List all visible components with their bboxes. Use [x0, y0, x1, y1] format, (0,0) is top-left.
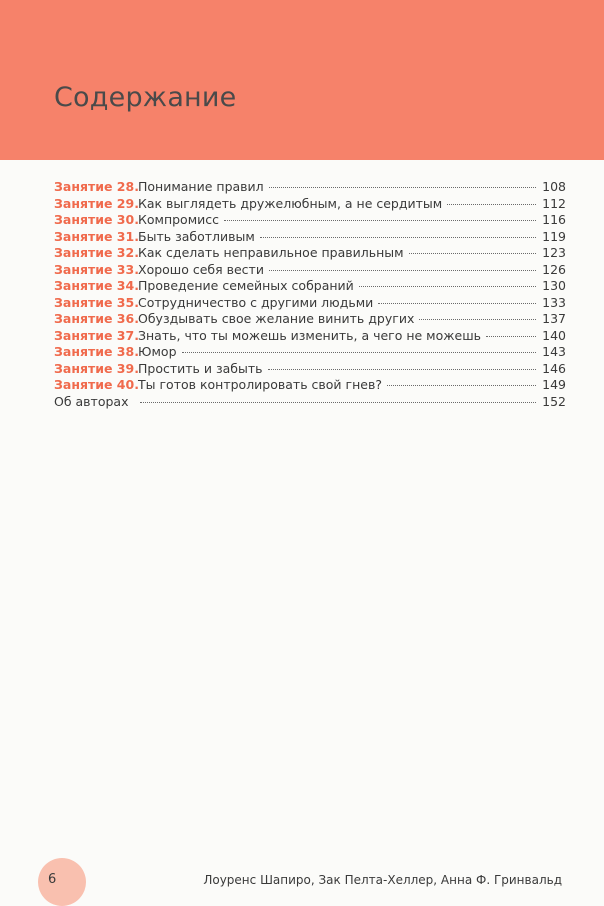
toc-leader-dots: [486, 336, 536, 337]
toc-leader-dots: [224, 220, 536, 221]
toc-leader-dots: [260, 237, 536, 238]
toc-entry-33[interactable]: [54, 262, 566, 279]
toc-entry-30[interactable]: [54, 212, 566, 229]
toc-entry-28[interactable]: [54, 179, 566, 196]
toc-entry-37[interactable]: [54, 328, 566, 345]
toc-entry-38[interactable]: [54, 344, 566, 361]
toc-page-number: 116: [542, 212, 566, 227]
toc-entry-29[interactable]: [54, 196, 566, 213]
toc-lesson-label: Занятие 29.: [54, 195, 139, 211]
toc-page-number: 137: [542, 311, 566, 326]
toc-lesson-label: Занятие 30.: [54, 212, 139, 227]
toc-entry-40[interactable]: [54, 377, 566, 394]
toc-lesson-label: Занятие 34.: [54, 278, 139, 293]
toc-entry-39[interactable]: [54, 361, 566, 378]
toc-leader-dots: [182, 352, 536, 353]
toc-entry-title: Быть заботливым: [138, 228, 255, 244]
toc-leader-dots: [447, 204, 536, 205]
toc-leader-dots: [387, 385, 536, 386]
header-band: [0, 0, 604, 160]
toc-lesson-label: Занятие 36.: [54, 311, 139, 326]
table-of-contents: [54, 179, 566, 410]
toc-page-number: 108: [542, 179, 566, 194]
toc-entry-32[interactable]: [54, 245, 566, 262]
toc-entry-title: Об авторах: [54, 393, 129, 409]
toc-lesson-label: Занятие 31.: [54, 228, 139, 244]
toc-leader-dots: [419, 319, 536, 320]
toc-entry-about-authors[interactable]: [54, 394, 566, 411]
toc-entry-35[interactable]: [54, 295, 566, 312]
toc-page-number: 130: [542, 278, 566, 293]
toc-lesson-label: Занятие 37.: [54, 327, 139, 343]
toc-entry-title: Сотрудничество с другими людьми: [138, 294, 374, 310]
toc-leader-dots: [269, 270, 536, 271]
toc-leader-dots: [269, 187, 536, 188]
toc-entry-title: Компромисс: [138, 212, 220, 227]
toc-entry-36[interactable]: [54, 311, 566, 328]
page-number: 6: [48, 872, 57, 887]
toc-leader-dots: [409, 253, 536, 254]
toc-page-number: 152: [542, 393, 566, 409]
toc-entry-title: Знать, что ты можешь изменить, а чего не можешь: [138, 327, 482, 343]
toc-leader-dots: [140, 402, 536, 403]
toc-entry-34[interactable]: [54, 278, 566, 295]
toc-lesson-label: Занятие 39.: [54, 360, 139, 376]
toc-page-number: 140: [542, 327, 566, 343]
toc-entry-title: Юмор: [138, 344, 177, 359]
toc-entry-title: Проведение семейных собраний: [138, 278, 354, 293]
toc-page-number: 149: [542, 377, 566, 392]
toc-page-number: 112: [542, 195, 566, 211]
toc-lesson-label: Занятие 32.: [54, 245, 139, 260]
toc-entry-title: Хорошо себя вести: [138, 261, 264, 277]
toc-entry-title: Ты готов контролировать свой гнев?: [138, 377, 382, 392]
toc-leader-dots: [378, 303, 536, 304]
toc-entry-title: Как выглядеть дружелюбным, а не сердитым: [138, 195, 443, 211]
toc-leader-dots: [359, 286, 536, 287]
toc-entry-title: Обуздывать свое желание винить других: [138, 311, 415, 326]
toc-lesson-label: Занятие 35.: [54, 294, 139, 310]
toc-leader-dots: [268, 369, 536, 370]
toc-entry-title: Как сделать неправильное правильным: [138, 245, 404, 260]
toc-entry-title: Простить и забыть: [138, 360, 263, 376]
toc-lesson-label: Занятие 38.: [54, 344, 139, 359]
toc-entry-31[interactable]: [54, 229, 566, 246]
toc-lesson-label: Занятие 28.: [54, 179, 139, 194]
toc-page-number: 143: [542, 344, 566, 359]
toc-page-number: 126: [542, 261, 566, 277]
toc-lesson-label: Занятие 40.: [54, 377, 139, 392]
footer-authors: Лоуренс Шапиро, Зак Пелта-Хеллер, Анна Ф. Гринвальд: [203, 873, 562, 887]
toc-lesson-label: Занятие 33.: [54, 261, 139, 277]
page-number-circle: [38, 858, 86, 906]
toc-page-number: 123: [542, 245, 566, 260]
toc-page-number: 119: [542, 228, 566, 244]
toc-page-number: 146: [542, 360, 566, 376]
toc-entry-title: Понимание правил: [138, 179, 264, 194]
toc-page-number: 133: [542, 294, 566, 310]
page-title: Содержание: [54, 82, 237, 114]
